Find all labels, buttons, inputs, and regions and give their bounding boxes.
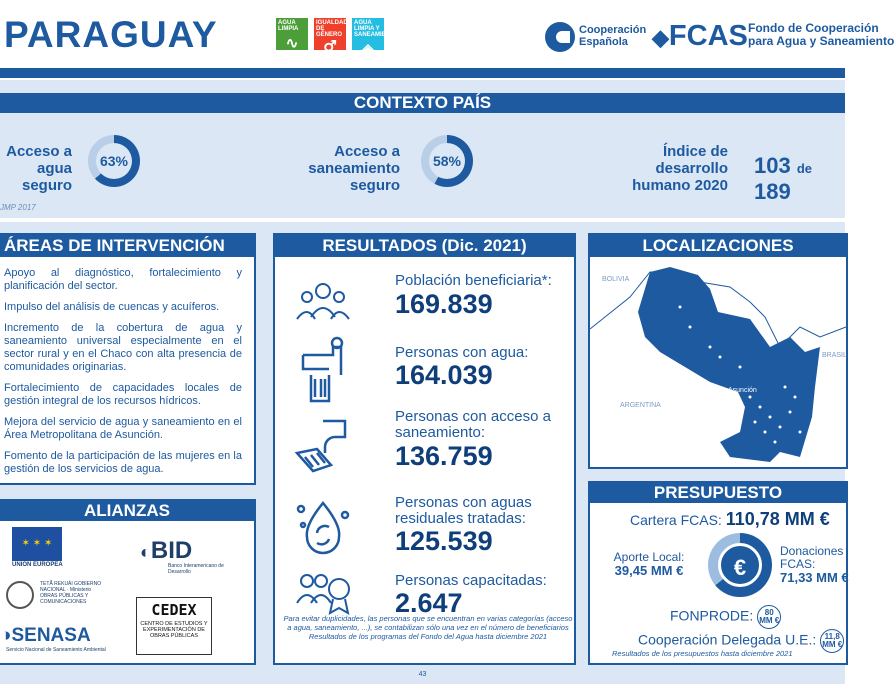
fonprode-value: 80 (764, 608, 774, 617)
localizaciones-title: LOCALIZACIONES (590, 235, 846, 257)
label-brasil: BRASIL (822, 352, 847, 359)
areas-title: ÁREAS DE INTERVENCIÓN (0, 235, 254, 257)
cedex-logo (136, 597, 212, 655)
fonprode-chip (757, 605, 781, 629)
idh-de: de (796, 161, 813, 176)
ods-label: IGUALDAD DE GÉNERO (316, 20, 348, 38)
resultados-panel (273, 233, 576, 665)
alianzas-title: ALIANZAS (0, 501, 254, 521)
aporte-local (604, 551, 694, 578)
ods-label: AGUA LIMPIA Y SANEAMIENTO (354, 20, 399, 38)
paraguay-shape (638, 267, 820, 462)
res-label: Población beneficiaria*: (395, 272, 552, 289)
idh-total: 189 (754, 179, 791, 204)
presupuesto-panel (588, 481, 848, 665)
areas-item: Impulso del análisis de cuencas y acuíferos. (4, 301, 220, 313)
header (0, 0, 894, 70)
donaciones-value: 71,33 MM € (780, 570, 849, 585)
senasa-swirl-icon: ◑ (0, 625, 12, 646)
header-divider (0, 68, 845, 78)
agua-label (0, 143, 72, 194)
aporte-value: 39,45 MM € (614, 563, 684, 578)
saneamiento-label (296, 143, 400, 194)
donaciones-label: Donaciones FCAS: (780, 544, 844, 571)
idh-label-line: desarrollo (655, 160, 728, 177)
bid-swirl-icon: ◐ (140, 542, 151, 562)
areas-list (4, 267, 242, 484)
trained-people-icon (293, 567, 353, 617)
bid-sub: Banco Interamericano de Desarrollo (168, 563, 224, 575)
cedex-sub: CENTRO DE ESTUDIOS Y EXPERIMENTACIÓN DE OBRAS PÚBLICAS (140, 621, 208, 639)
fcas-fullname (748, 22, 894, 48)
bid-logo (140, 537, 192, 565)
san-pct: 58% (429, 143, 465, 179)
cedex-name: CEDEX (151, 601, 197, 619)
senasa-sub: Servicio Nacional de Saneamiento Ambiental (6, 647, 106, 653)
areas-item: Apoyo al diagnóstico, fortalecimiento y planificación del sector. (4, 267, 242, 292)
res-label: Personas con aguas residuales tratadas: (395, 494, 532, 527)
mopc-name: TETÃ REKUÁI GOBIERNO NACIONAL · Ministerio OBRAS PÚBLICAS Y COMUNICACIONES (40, 581, 102, 605)
res-label: Personas con agua: (395, 344, 529, 361)
san-label-line: Acceso a (334, 143, 400, 160)
ods-goal-icon (276, 18, 308, 50)
resultados-note (283, 614, 573, 641)
idh-label-line: humano 2020 (632, 177, 728, 194)
faucet-icon (293, 335, 353, 405)
page-number: 43 (418, 671, 427, 678)
contexto-source: JMP 2017 (0, 203, 36, 212)
resultados-title: RESULTADOS (Dic. 2021) (275, 235, 574, 257)
agua-donut (88, 135, 140, 187)
cartera-value: 110,78 MM € (725, 509, 830, 529)
stars-icon: ✶ ✶ ✶ (21, 538, 53, 549)
areas-item: Fomento de la participación de las mujeres en la gestión de los servicios de agua. (4, 450, 242, 475)
res-label: Personas con acceso a saneamiento: (395, 408, 551, 441)
saneamiento-donut (421, 135, 473, 187)
res-label: Personas capacitadas: (395, 572, 547, 589)
ods-goal-icon (352, 18, 399, 58)
country-title: PARAGUAY (4, 14, 218, 55)
presupuesto-title: PRESUPUESTO (590, 483, 846, 503)
areas-item: Mejora del servicio de agua y saneamiento en el Área Metropolitana de Asunción. (4, 416, 242, 441)
areas-item: Incremento de la cobertura de agua y saneamiento universal especialmente en el sector rural y en el Chaco con alta presencia de comunidades originarias. (4, 322, 242, 373)
drop-icon: ◆ (652, 25, 669, 50)
fcas-line2: para Agua y Saneamiento (748, 34, 894, 48)
idh-rank: 103 (754, 153, 791, 178)
cooperacion-espanola-name (579, 24, 646, 48)
res-value: 136.759 (395, 441, 493, 471)
fcas-line1: Fondo de Cooperación (748, 21, 879, 35)
euro-icon: € (718, 543, 762, 587)
res-value: 164.039 (395, 360, 493, 390)
idh-label-line: Índice de (662, 143, 728, 160)
cooperacion-espanola-logo-icon (545, 22, 575, 52)
fonprode (670, 605, 781, 629)
heartbeat-icon: ∿ (285, 35, 299, 52)
res-value: 125.539 (395, 526, 493, 556)
coop-chip (820, 629, 844, 653)
fonprode-label: FONPRODE: (670, 607, 754, 624)
ce-line1: Cooperación (579, 24, 647, 36)
fcas-logo (652, 20, 748, 53)
agua-label-line: Acceso a (6, 143, 72, 160)
cartera (630, 509, 830, 530)
eu-flag-icon (12, 527, 62, 561)
ods-label: AGUA LIMPIA (278, 20, 299, 32)
san-label-line: saneamiento (308, 160, 400, 177)
bid-name: BID (150, 537, 193, 564)
note-text: Para evitar duplicidades, las personas que se encuentran en varias categorías (acceso a agua, saneamiento, ...), se contabilizan sólo una vez en el número de beneficiarios (283, 614, 573, 632)
label-asuncion: Asunción (728, 387, 757, 394)
alianzas-panel (0, 499, 256, 665)
idh-label (600, 143, 728, 194)
donaciones (780, 545, 850, 585)
san-label-line: seguro (349, 177, 400, 194)
contexto-title: CONTEXTO PAÍS (0, 93, 845, 113)
people-icon (293, 277, 353, 327)
areas-panel (0, 233, 256, 485)
senasa-logo (0, 625, 91, 647)
ce-line2: Española (579, 36, 628, 48)
label-argentina: ARGENTINA (620, 402, 661, 409)
recycle-drop-icon (293, 495, 353, 555)
presupuesto-source: Resultados de los presupuestos hasta diciembre 2021 (612, 649, 793, 658)
ue-name: UNIÓN EUROPEA (12, 562, 63, 568)
agua-pct: 63% (96, 143, 132, 179)
note-source: Resultados de los programas del Fondo del Agua hasta diciembre 2021 (308, 632, 548, 641)
areas-item: Fortalecimiento de capacidades locales de gestión integral de los recursos hídricos. (4, 382, 242, 407)
budget-donut (708, 533, 772, 597)
water-glass-icon: ◈ (362, 41, 374, 58)
senasa-name: SENASA (11, 625, 91, 646)
pipe-icon (293, 417, 353, 477)
coop-unit: MM € (822, 640, 843, 649)
agua-label-line: agua (36, 160, 72, 177)
paraguay-map (590, 257, 846, 467)
gender-icon: ⚥ (323, 41, 337, 58)
coop-value: 11,8 (824, 632, 840, 641)
localizaciones-panel (588, 233, 848, 469)
res-value: 169.839 (395, 289, 493, 319)
coop-label: Cooperación Delegada U.E.: (638, 631, 817, 648)
res-value: 2.647 (395, 588, 463, 618)
seal-icon (6, 581, 34, 609)
fonprode-unit: MM € (759, 616, 780, 625)
ods-goal-icon (314, 18, 348, 58)
cartera-label: Cartera FCAS: (630, 512, 722, 528)
agua-label-line: seguro (21, 177, 72, 194)
label-bolivia: BOLIVIA (602, 276, 630, 283)
idh-value (754, 153, 845, 205)
fcas-name: FCAS (668, 20, 748, 52)
aporte-label: Aporte Local: (613, 550, 685, 564)
